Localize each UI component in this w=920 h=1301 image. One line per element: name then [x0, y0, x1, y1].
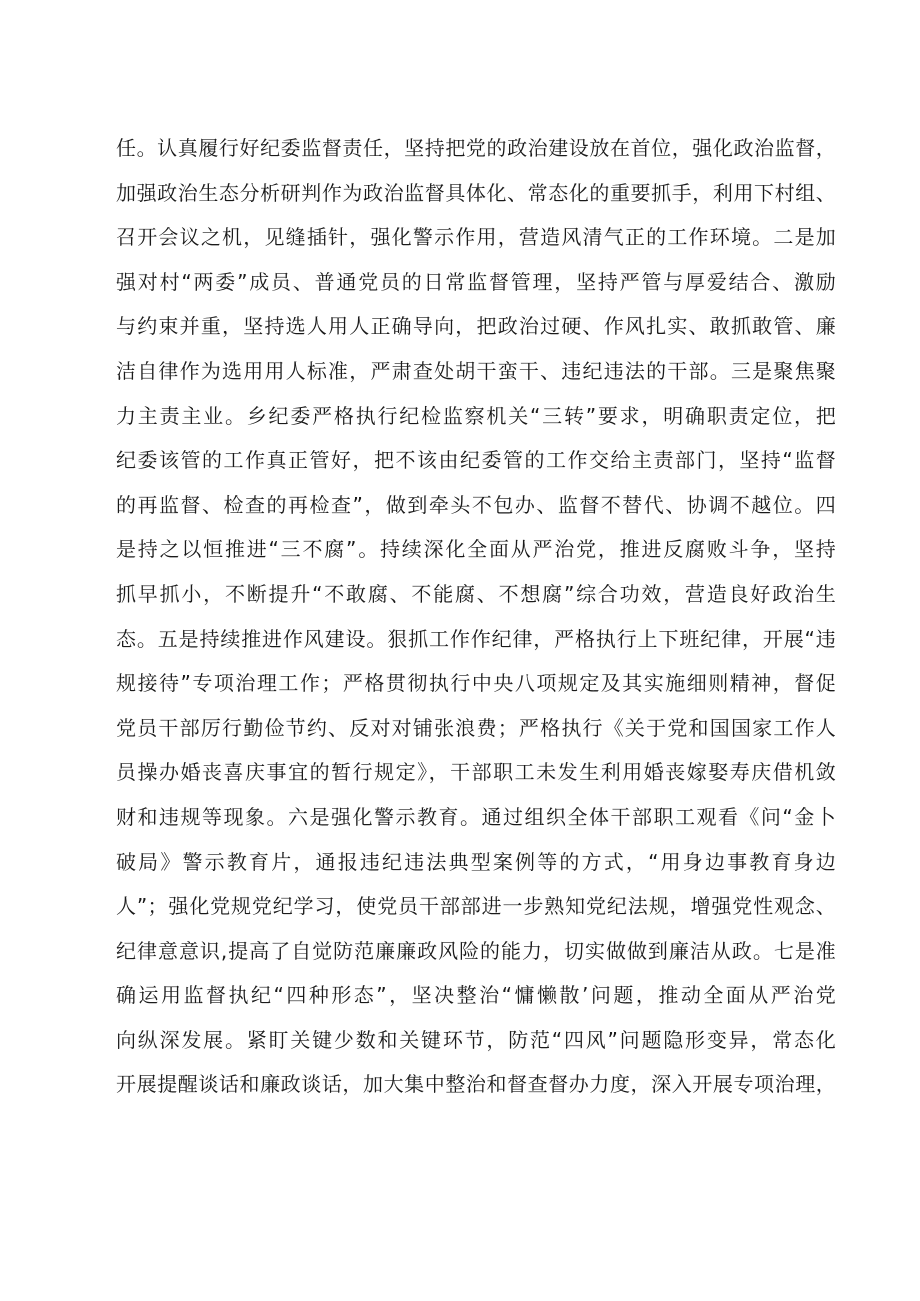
text-line-1: 任。认真履行好纪委监督责任，坚持把党的政治建设放在首位，强化政治监督， [116, 136, 836, 160]
body-text [116, 126, 836, 1107]
text-line-18: 人”；强化党规党纪学习，使党员干部部进一步熟知党纪法规，增强党性观念、 [116, 894, 836, 919]
text-line-20: 确运用监督执纪“四种形态”，坚决整治“慵懒散’问题，推动全面从严治党 [116, 983, 836, 1008]
text-line-13: 规接待”专项治理工作；严格贯彻执行中央八项规定及其实施细则精神，督促 [116, 671, 836, 696]
text-line-5: 与约束并重，坚持选人用人正确导向，把政治过硬、作风扎实、敢抓敢管、廉 [116, 314, 836, 339]
text-line-8: 纪委该管的工作真正管好，把不该由纪委管的工作交给主责部门，坚持“监督 [116, 448, 836, 473]
text-line-15: 员操办婚丧喜庆事宜的暂行规定》，干部职工未发生利用婚丧嫁娶寿庆借机敛 [116, 760, 836, 785]
text-line-21: 向纵深发展。紧盯关键少数和关键环节，防范“四风”问题隐形变异，常态化 [116, 1027, 836, 1052]
text-line-3: 召开会议之机，见缝插针，强化警示作用，营造风清气正的工作环境。二是加 [116, 225, 836, 250]
text-line-14: 党员干部厉行勤俭节约、反对对铺张浪费；严格执行《关于党和国国家工作人 [116, 715, 836, 740]
text-line-17: 破局》警示教育片，通报违纪违法典型案例等的方式，“用身边事教育身边 [116, 849, 836, 874]
text-line-4: 强对村“两委”成员、普通党员的日常监督管理，坚持严管与厚爱结合、激励 [116, 269, 836, 294]
text-line-16: 财和违规等现象。六是强化警示教育。通过组织全体干部职工观看《问“金卜 [116, 804, 836, 829]
text-line-9: 的再监督、检查的再检查”，做到牵头不包办、监督不替代、协调不越位。四 [116, 492, 836, 517]
text-line-7: 力主责主业。乡纪委严格执行纪检监察机关“三转”要求，明确职责定位，把 [116, 403, 836, 428]
text-line-6: 洁自律作为选用用人标准，严肃查处胡干蛮干、违纪违法的干部。三是聚焦聚 [116, 358, 836, 383]
text-line-10: 是持之以恒推进“三不腐”。持续深化全面从严治党，推进反腐败斗争，坚持 [116, 537, 836, 562]
text-line-11: 抓早抓小，不断提升“不敢腐、不能腐、不想腐”综合功效，营造良好政治生 [116, 581, 836, 606]
text-line-22: 开展提醒谈话和廉政谈话，加大集中整治和督查督办力度，深入开展专项治理， [116, 1072, 836, 1097]
text-line-2: 加强政治生态分析研判作为政治监督具体化、常态化的重要抓手，利用下村组、 [116, 180, 836, 205]
text-line-19: 纪律意意识,提高了自觉防范廉廉政风险的能力，切实做做到廉洁从政。七是准 [116, 938, 836, 963]
text-line-12: 态。五是持续推进作风建设。狠抓工作作纪律，严格执行上下班纪律，开展“违 [116, 626, 836, 651]
